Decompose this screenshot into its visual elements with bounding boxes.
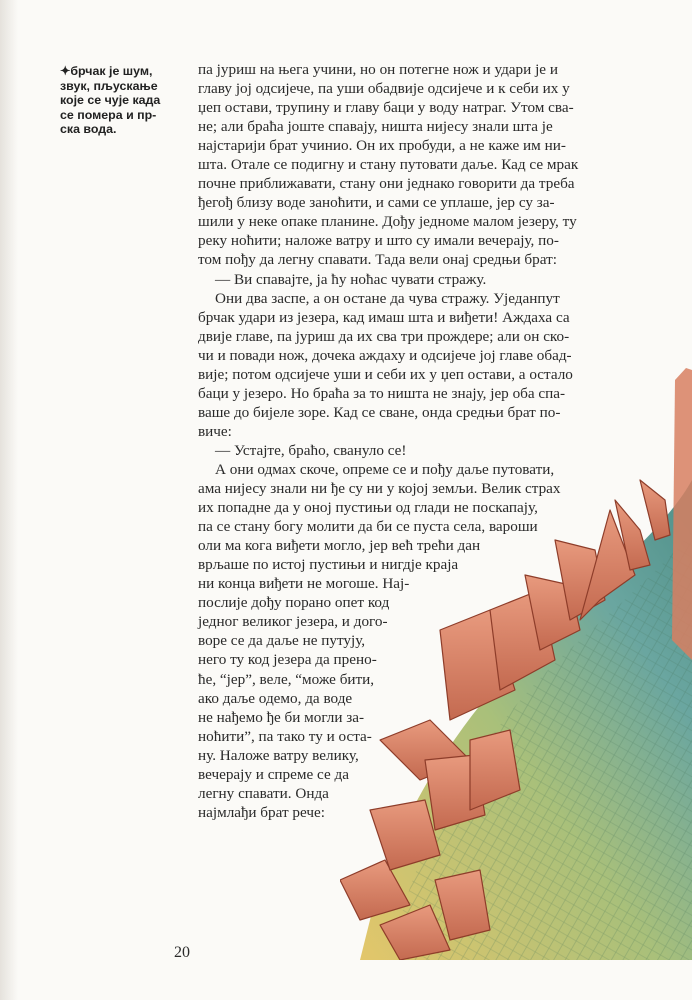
gloss-line: ✦брчак је шум, [60, 64, 153, 78]
text-line: их попадне да у оној пустињи од глади не поскапају, [198, 499, 538, 517]
gloss-line: које се чује када [60, 93, 161, 108]
text-line: — Ви спавајте, ја ћу ноћас чувати стражу. [215, 270, 487, 288]
text-line: главу јој одсијече, па уши обадвије одсијече и к себи их у [198, 80, 570, 98]
text-line: ну. Наложе ватру велику, [198, 746, 359, 764]
text-line: ама нијесу знали ни ђе су ни у којој земљи. Велик страх [198, 480, 561, 498]
dragon-illustration [340, 360, 692, 960]
text-line: послије дођу порано опет код [198, 594, 390, 612]
gloss-line: се помера и пр- [60, 107, 157, 122]
text-line: чи и повади нож, дочека аждаху и одсијече јој главе обад- [198, 346, 572, 364]
page-gutter-shadow [0, 0, 18, 1000]
text-line: том пођу да легну спавати. Тада вели онај средњи брат: [198, 251, 557, 269]
page-number: 20 [174, 944, 190, 961]
text-line: ваше до бијеле зоре. Кад се сване, онда средњи брат по- [198, 403, 561, 421]
text-line: вије; потом одсијече уши и себи их у џеп остави, а остало [198, 365, 573, 383]
text-line: ђегођ близу воде заноћити, и сами се уплаше, јер су за- [198, 194, 555, 212]
text-line: па јуриш на њега учини, но он потегне нож и удари је и [198, 61, 558, 78]
text-line: не нађемо ђе би могли за- [198, 708, 365, 726]
text-line: ни конца виђети не могоше. Нај- [198, 575, 410, 593]
text-line: оли ма кога виђети могло, јер већ трећи дан [198, 537, 481, 555]
text-line: легну спавати. Онда [198, 784, 329, 802]
text-line: најмлађи брат рече: [198, 803, 325, 821]
text-line: шта. Отале се подигну и стану путовати даље. Кад се мрак [198, 156, 579, 174]
text-line: Они два заспе, а он остане да чува стражу. Уједанпут [215, 289, 560, 307]
gloss-line: ска вода. [60, 122, 117, 137]
text-line: брчак удари из језера, кад имаш шта и виђети! Аждаха са [198, 308, 570, 326]
dragon-neck [672, 368, 692, 660]
text-line: А они одмах скоче, опреме се и пођу даље путовати, [215, 460, 555, 478]
gloss-line: звук, пљускање [60, 78, 158, 93]
text-line: ноћити”, па тако ту и оста- [198, 727, 372, 745]
text-line: џеп остави, трупину и главу баци у воду натраг. Утом сва- [198, 99, 574, 117]
text-line: ће, “јер”, веле, “може бити, [198, 670, 375, 688]
text-line: почне приближавати, стану они једнако говорити да треба [198, 175, 575, 193]
text-line: него ту код језера да прено- [198, 651, 377, 669]
text-line: врљаше по истој пустињи и нигдје краја [198, 556, 459, 574]
text-line: — Устајте, браћо, свануло се! [215, 441, 407, 459]
text-line: вечерају и спреме се да [198, 765, 349, 783]
text-line: ако даље одемо, да воде [198, 689, 353, 707]
text-line: једног великог језера, и дого- [198, 613, 388, 631]
text-line: па се стану богу молити да би се пуста села, вароши [198, 518, 538, 536]
text-line: шили у неке опаке планине. Дођу једноме малом језеру, ту [198, 213, 577, 231]
text-line: воре се да даље не путују, [198, 632, 366, 650]
text-line: виче: [198, 422, 232, 440]
text-line: не; али браћа јоште спавају, ништа нијесу знали шта је [198, 118, 553, 136]
text-line: баци у језеро. Но браћа за то ништа не знају, јер оба спа- [198, 384, 566, 402]
text-line: двије главе, па јуриш да их сва три прождере; али он ско- [198, 327, 570, 345]
text-line: реку ноћити; наложе ватру и што су имали вечерају, по- [198, 232, 559, 250]
text-line: најстарији брат учинио. Он их пробуди, а не каже им ни- [198, 137, 566, 155]
margin-gloss [60, 64, 188, 137]
